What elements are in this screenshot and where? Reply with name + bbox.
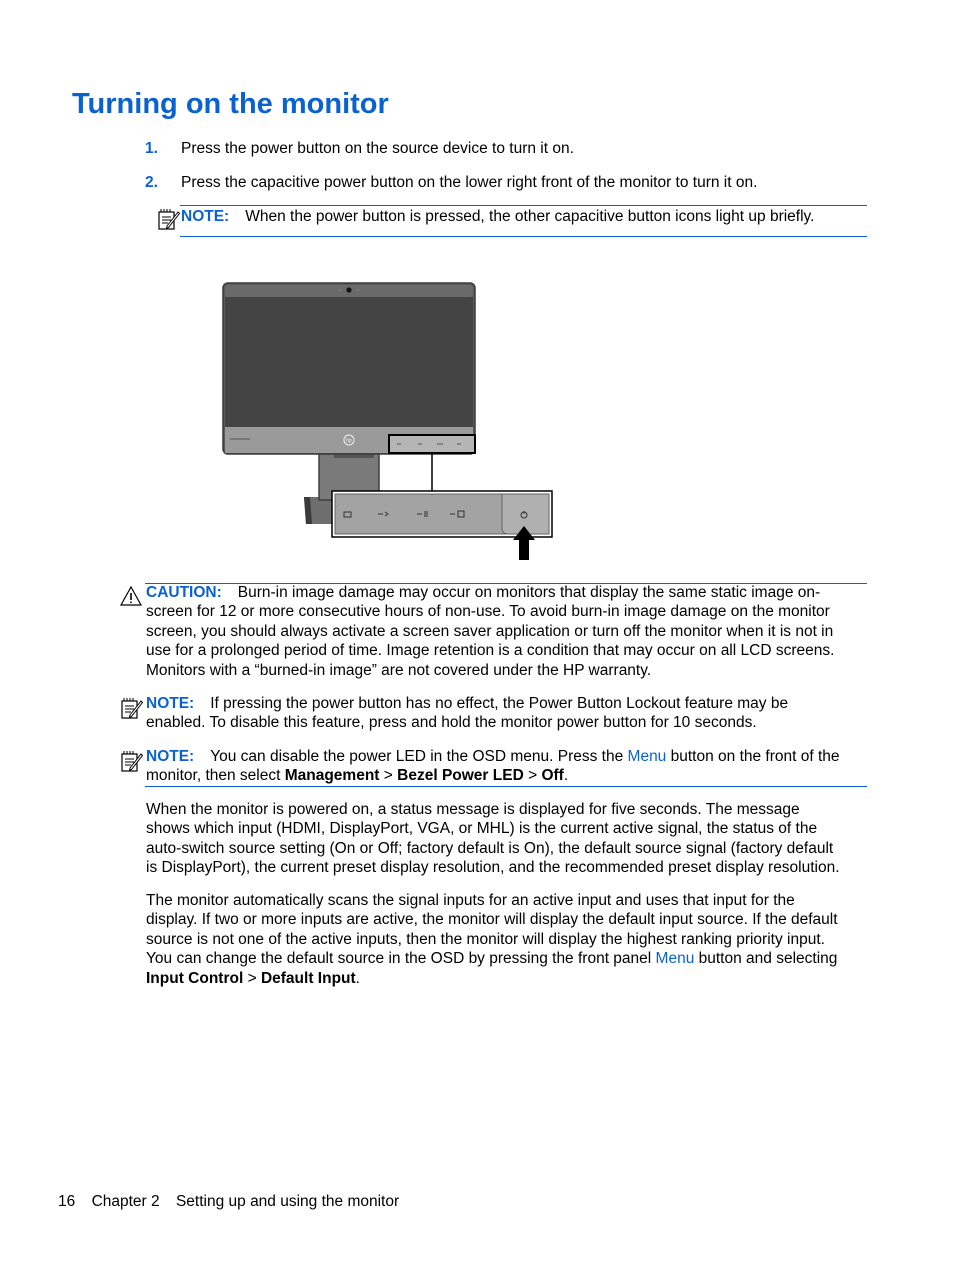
note-label: NOTE: xyxy=(146,695,195,712)
menu-link[interactable]: Menu xyxy=(627,748,667,765)
note-2 xyxy=(146,694,868,733)
menu-path-management: Management xyxy=(284,767,380,785)
step-number: 1. xyxy=(145,140,158,157)
menu-path-input-control: Input Control xyxy=(146,969,244,987)
note-line: enabled. To disable this feature, press and hold the monitor power button for 10 seconds. xyxy=(146,714,757,732)
note-icon xyxy=(157,208,180,231)
paragraph-line: shows which input (HDMI, DisplayPort, VGA, or MHL) is the current active signal, the status of the xyxy=(146,820,818,838)
monitor-illustration xyxy=(222,282,556,564)
note-top-rule xyxy=(180,205,867,206)
note-bottom-rule xyxy=(180,236,867,237)
note-label: NOTE: xyxy=(181,208,230,225)
caution-line: Burn-in image damage may occur on monitors that display the same static image on- xyxy=(237,584,821,601)
menu-path-bezel-power-led: Bezel Power LED xyxy=(397,767,524,785)
svg-text:hp: hp xyxy=(346,438,352,444)
note-icon xyxy=(120,697,143,720)
step-number: 2. xyxy=(145,174,158,191)
note-text: You can disable the power LED in the OSD menu. Press the xyxy=(210,748,628,765)
note-line: If pressing the power button has no effect, the Power Button Lockout feature may be xyxy=(210,695,789,712)
punctuation: . xyxy=(563,767,569,785)
page-title: Turning on the monitor xyxy=(72,88,389,120)
step-text: Press the capacitive power button on the lower right front of the monitor to turn it on. xyxy=(181,174,758,191)
note-icon xyxy=(120,750,143,773)
paragraph-status-message xyxy=(146,800,868,878)
paragraph-line: display. If two or more inputs are active, the monitor will display the default input source. If the default xyxy=(146,911,838,929)
menu-path-separator: > xyxy=(243,969,261,987)
note-text: monitor, then select xyxy=(146,767,285,785)
menu-link[interactable]: Menu xyxy=(655,950,695,968)
paragraph-line: The monitor automatically scans the signal inputs for an active input and uses that input for the xyxy=(146,892,795,909)
chapter-label: Chapter 2 xyxy=(91,1193,160,1210)
paragraph-line: source is not one of the active inputs, then the monitor will display the highest ranking priority input. xyxy=(146,930,825,948)
paragraph-line: When the monitor is powered on, a status message is displayed for five seconds. The message xyxy=(146,801,800,818)
caution-line: use for a prolonged period of time. Image retention is a condition that may occur on all LCD screens. xyxy=(146,642,835,660)
paragraph-text: You can change the default source in the OSD by pressing the front panel xyxy=(146,950,656,968)
note-text: When the power button is pressed, the other capacitive button icons light up briefly. xyxy=(245,208,815,225)
note-3 xyxy=(146,747,868,786)
caution-label: CAUTION: xyxy=(146,584,222,601)
note-1 xyxy=(181,207,871,226)
menu-path-default-input: Default Input xyxy=(260,969,356,987)
note-bottom-rule xyxy=(145,786,867,787)
step-text: Press the power button on the source device to turn it on. xyxy=(181,140,574,157)
note-text: button on the front of the xyxy=(666,748,840,765)
note-label: NOTE: xyxy=(146,748,195,765)
paragraph-line: is DisplayPort), the current preset display resolution, and the recommended preset display resolution. xyxy=(146,859,840,877)
caution-line: screen for 12 or more consecutive hours of non-use. To avoid burn-in image damage on the monitor xyxy=(146,603,830,621)
punctuation: . xyxy=(355,969,360,987)
paragraph-line: auto-switch source setting (On or Off; factory default is On), the default source signal (factory default xyxy=(146,839,834,857)
menu-path-separator: > xyxy=(379,767,398,785)
caution-icon xyxy=(120,586,142,606)
page-number: 16 xyxy=(58,1193,76,1210)
menu-path-separator: > xyxy=(523,767,542,785)
paragraph-text: button and selecting xyxy=(694,950,838,968)
caution-block xyxy=(146,583,868,680)
section-title: Setting up and using the monitor xyxy=(175,1193,400,1210)
caution-line: Monitors with a “burned-in image” are not covered under the HP warranty. xyxy=(146,661,652,679)
menu-path-off: Off xyxy=(541,767,564,785)
caution-line: screen, you should always activate a screen saver application or turn off the monitor when it is not in xyxy=(146,622,834,640)
page-footer xyxy=(58,1193,411,1211)
paragraph-input-scan xyxy=(146,891,868,988)
